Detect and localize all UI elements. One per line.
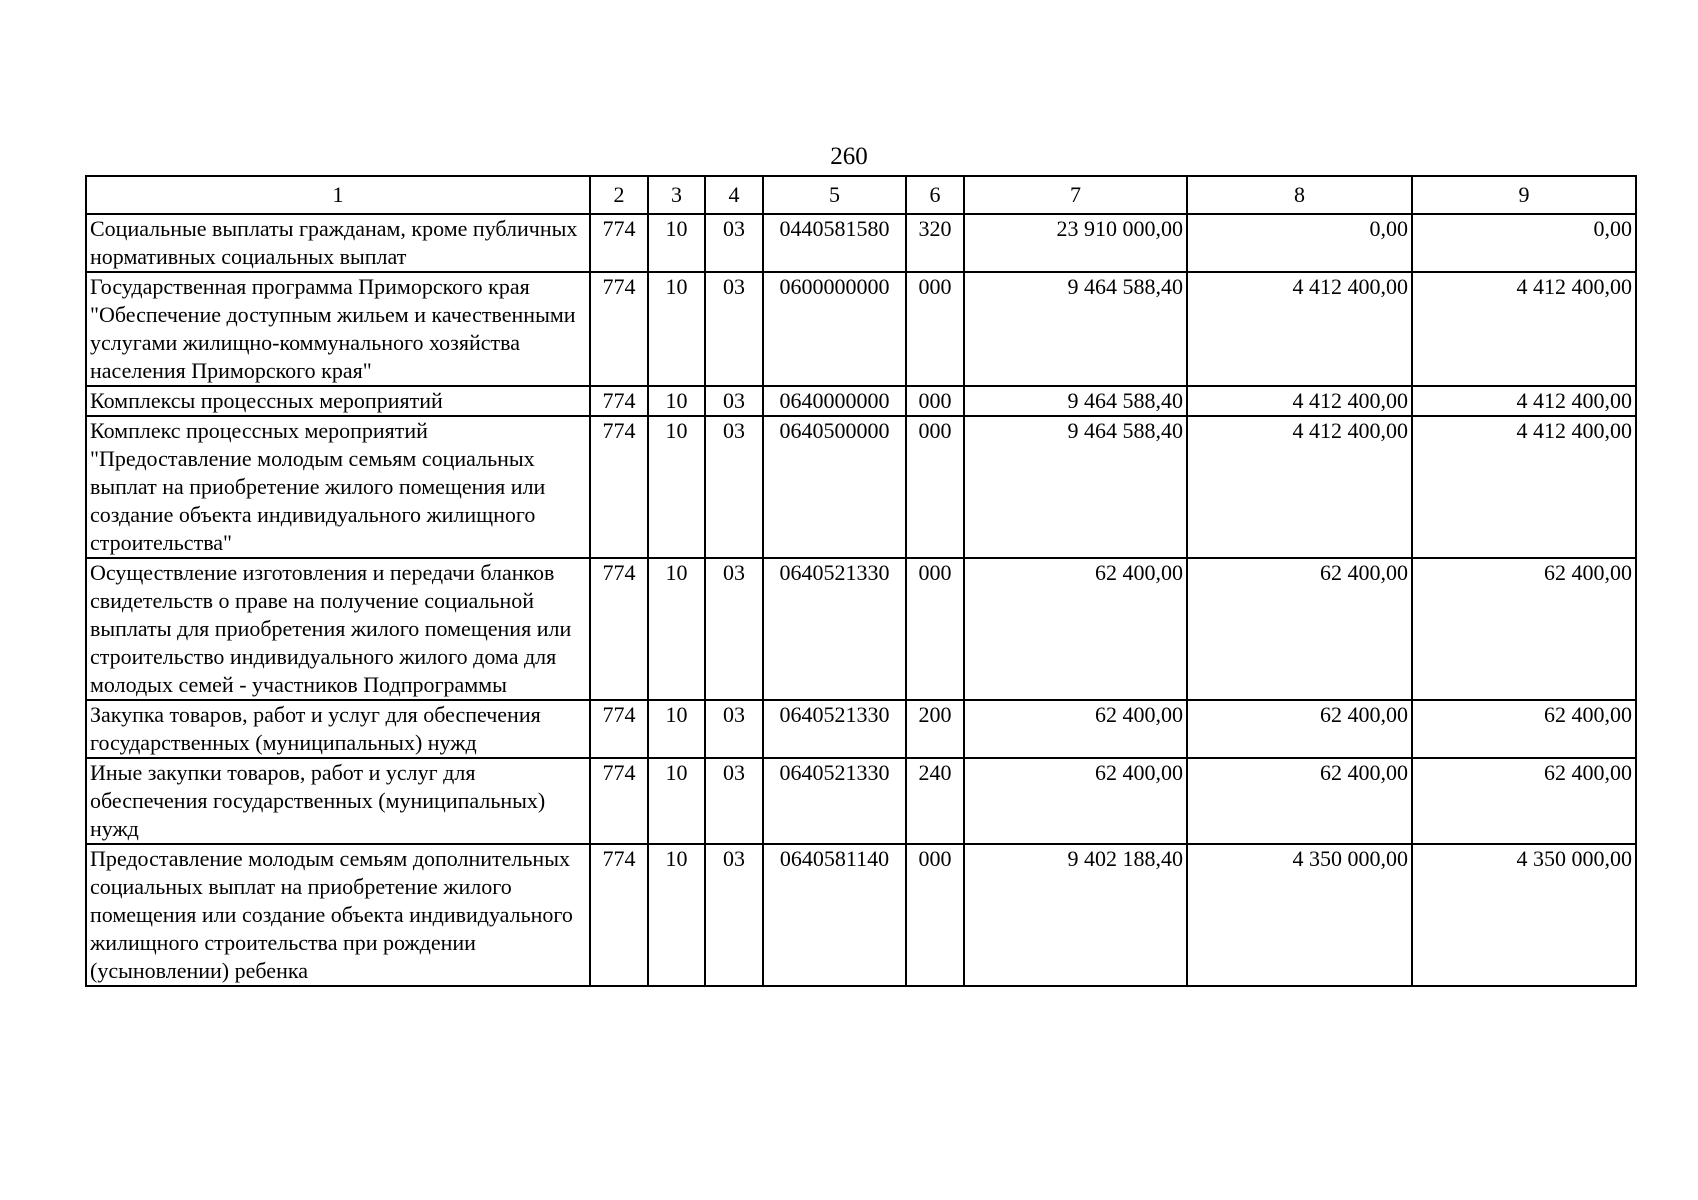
- section-code: 10: [648, 386, 705, 416]
- table-row: [86, 558, 1636, 700]
- ministry-code: 774: [590, 700, 648, 758]
- target-article-code: 0600000000: [763, 272, 906, 386]
- amount-col7: 62 400,00: [964, 700, 1187, 758]
- item-name: Иные закупки товаров, работ и услуг для обеспечения государственных (муниципальных) нужд: [86, 758, 590, 844]
- section-code: 10: [648, 272, 705, 386]
- amount-col9: 4 412 400,00: [1412, 386, 1636, 416]
- ministry-code: 774: [590, 416, 648, 558]
- table-row: [86, 758, 1636, 844]
- amount-col8: 4 412 400,00: [1187, 272, 1412, 386]
- amount-col8: 62 400,00: [1187, 700, 1412, 758]
- item-name: Комплексы процессных мероприятий: [86, 386, 590, 416]
- subsection-code: 03: [705, 386, 763, 416]
- amount-col9: 62 400,00: [1412, 700, 1636, 758]
- ministry-code: 774: [590, 386, 648, 416]
- subsection-code: 03: [705, 844, 763, 986]
- target-article-code: 0640500000: [763, 416, 906, 558]
- amount-col8: 4 412 400,00: [1187, 386, 1412, 416]
- column-header: 3: [648, 176, 705, 214]
- amount-col9: 0,00: [1412, 214, 1636, 272]
- column-header: 9: [1412, 176, 1636, 214]
- section-code: 10: [648, 844, 705, 986]
- column-header: 2: [590, 176, 648, 214]
- item-name: Государственная программа Приморского края "Обеспечение доступным жильем и качественными услугами жилищно-коммунального хозяйства населения Приморского края": [86, 272, 590, 386]
- ministry-code: 774: [590, 272, 648, 386]
- expense-type-code: 200: [906, 700, 964, 758]
- column-header: 4: [705, 176, 763, 214]
- section-code: 10: [648, 700, 705, 758]
- subsection-code: 03: [705, 416, 763, 558]
- amount-col8: 62 400,00: [1187, 758, 1412, 844]
- expense-type-code: 000: [906, 272, 964, 386]
- expense-type-code: 000: [906, 386, 964, 416]
- page-number: 260: [830, 143, 868, 170]
- ministry-code: 774: [590, 844, 648, 986]
- column-header: 8: [1187, 176, 1412, 214]
- section-code: 10: [648, 758, 705, 844]
- amount-col9: 62 400,00: [1412, 758, 1636, 844]
- item-name: Предоставление молодым семьям дополнительных социальных выплат на приобретение жилого помещения или создание объекта индивидуального жилищного строительства при рождении (усыновлении) ребенка: [86, 844, 590, 986]
- table-row: [86, 272, 1636, 386]
- ministry-code: 774: [590, 214, 648, 272]
- expense-type-code: 000: [906, 558, 964, 700]
- target-article-code: 0640521330: [763, 558, 906, 700]
- target-article-code: 0640521330: [763, 758, 906, 844]
- section-code: 10: [648, 214, 705, 272]
- expense-type-code: 000: [906, 844, 964, 986]
- item-name: Социальные выплаты гражданам, кроме публичных нормативных социальных выплат: [86, 214, 590, 272]
- column-header: 1: [86, 176, 590, 214]
- table-row: [86, 386, 1636, 416]
- amount-col7: 9 464 588,40: [964, 416, 1187, 558]
- amount-col7: 62 400,00: [964, 558, 1187, 700]
- amount-col8: 0,00: [1187, 214, 1412, 272]
- section-code: 10: [648, 558, 705, 700]
- amount-col8: 4 412 400,00: [1187, 416, 1412, 558]
- target-article-code: 0440581580: [763, 214, 906, 272]
- amount-col7: 62 400,00: [964, 758, 1187, 844]
- column-header: 6: [906, 176, 964, 214]
- target-article-code: 0640000000: [763, 386, 906, 416]
- column-header: 7: [964, 176, 1187, 214]
- amount-col8: 4 350 000,00: [1187, 844, 1412, 986]
- amount-col7: 9 402 188,40: [964, 844, 1187, 986]
- expense-type-code: 000: [906, 416, 964, 558]
- ministry-code: 774: [590, 558, 648, 700]
- subsection-code: 03: [705, 214, 763, 272]
- item-name: Закупка товаров, работ и услуг для обеспечения государственных (муниципальных) нужд: [86, 700, 590, 758]
- item-name: Комплекс процессных мероприятий "Предоставление молодым семьям социальных выплат на приобретение жилого помещения или создание объекта индивидуального жилищного строительства": [86, 416, 590, 558]
- item-name: Осуществление изготовления и передачи бланков свидетельств о праве на получение социальной выплаты для приобретения жилого помещения или строительство индивидуального жилого дома для молодых семей - участников Подпрограммы: [86, 558, 590, 700]
- amount-col7: 9 464 588,40: [964, 272, 1187, 386]
- budget-table: [85, 175, 1637, 987]
- amount-col9: 4 350 000,00: [1412, 844, 1636, 986]
- amount-col9: 4 412 400,00: [1412, 416, 1636, 558]
- column-header: 5: [763, 176, 906, 214]
- target-article-code: 0640581140: [763, 844, 906, 986]
- amount-col7: 23 910 000,00: [964, 214, 1187, 272]
- subsection-code: 03: [705, 700, 763, 758]
- column-number-row: [86, 176, 1636, 214]
- table-row: [86, 844, 1636, 986]
- table-row: [86, 214, 1636, 272]
- amount-col8: 62 400,00: [1187, 558, 1412, 700]
- ministry-code: 774: [590, 758, 648, 844]
- expense-type-code: 240: [906, 758, 964, 844]
- expense-type-code: 320: [906, 214, 964, 272]
- subsection-code: 03: [705, 758, 763, 844]
- subsection-code: 03: [705, 272, 763, 386]
- amount-col9: 62 400,00: [1412, 558, 1636, 700]
- amount-col7: 9 464 588,40: [964, 386, 1187, 416]
- target-article-code: 0640521330: [763, 700, 906, 758]
- table-row: [86, 700, 1636, 758]
- table-row: [86, 416, 1636, 558]
- amount-col9: 4 412 400,00: [1412, 272, 1636, 386]
- subsection-code: 03: [705, 558, 763, 700]
- section-code: 10: [648, 416, 705, 558]
